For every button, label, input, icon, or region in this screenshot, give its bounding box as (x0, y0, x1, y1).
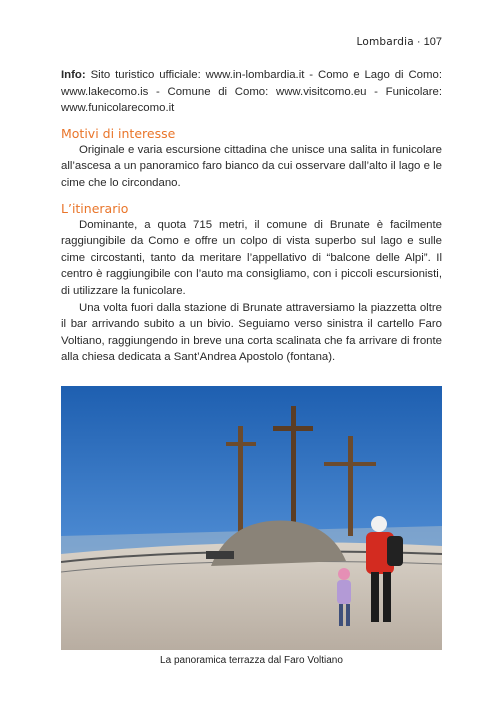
running-header (356, 36, 442, 48)
section-heading-itinerario: L’itinerario (61, 200, 129, 216)
paragraph-motivi: Originale e varia escursione cittadina che unisce una salita in funicolare all’ascesa a un panoramico faro bianco da cui osservare dall’alto il lago e le cime che lo circondano. (61, 143, 442, 189)
section-heading-motivi: Motivi di interesse (61, 125, 176, 141)
photo-caption: La panoramica terrazza dal Faro Voltiano (160, 655, 343, 666)
header-separator: · (416, 36, 421, 48)
paragraph-itinerario-1: Dominante, a quota 715 metri, il comune di Brunate è facilmente raggiungibile da Como e offre un colpo di vista superbo sul lago e sulle cime circostanti, tanto da meritare l’appellativo di “balcone delle Alpi”. Il centro è raggiungibile con l’auto ma consigliamo, con i piccoli escursionisti, di utilizzare la funicolare. (61, 218, 442, 297)
bench (206, 551, 234, 559)
paragraph-itinerario-2: Una volta fuori dalla stazione di Brunate attraversiamo la piazzetta oltre il bar arrivando subito a un bivio. Seguiamo verso sinistra il cartello Faro Voltiano, raggiungendo in breve una corta scalinata che fa arrivare di fronte alla chiesa dedicata a Sant’Andrea Apostolo (fontana). (61, 301, 442, 364)
info-label: Info: (61, 69, 86, 81)
page-number: 107 (423, 36, 442, 48)
section-title: Lombardia (356, 36, 414, 48)
main-text (61, 67, 442, 366)
photo-illustration (61, 386, 442, 650)
info-text: Sito turistico ufficiale: www.in-lombardia.it - Como e Lago di Como: www.lakecomo.is - Comune di Como: www.visitcomo.eu - Funicolare: www.funicolarecomo.it (61, 69, 442, 115)
photo-faro-voltiano (61, 386, 442, 650)
info-paragraph (61, 67, 442, 117)
